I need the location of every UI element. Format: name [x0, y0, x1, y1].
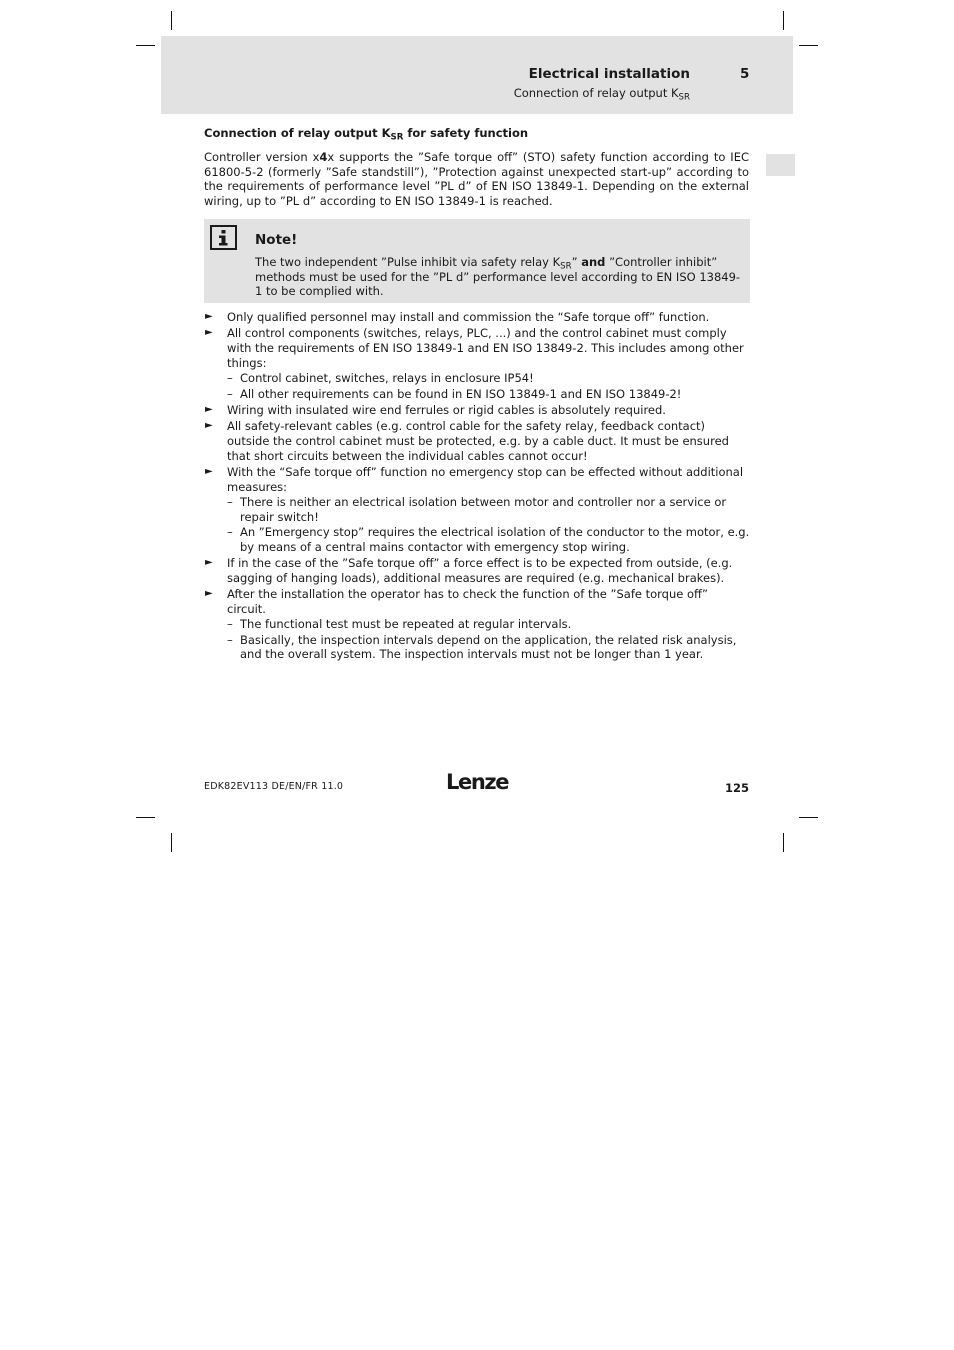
lenze-logo: Lenze — [446, 770, 509, 794]
bullet-arrow-icon: ► — [205, 588, 213, 600]
list-item-text: If in the case of the ”Safe torque off” a force effect is to be expected from outside, (e.g. sagging of hanging loads), additional measures are required (e.g. mechanical brakes). — [227, 556, 733, 585]
page-subtitle: Connection of relay output $K_{SR}$ — [513, 86, 690, 103]
dash-marker: – — [227, 494, 233, 509]
list-item — [204, 419, 750, 463]
list-item — [204, 403, 750, 418]
list-item-text: All control components (switches, relays, PLC, ...) and the control cabinet must comply with the requirements of EN ISO 13849-1 and EN ISO 13849-2. This includes among other things: — [227, 326, 744, 370]
sub-list-item — [227, 387, 750, 402]
sub-list-item-text: There is neither an electrical isolation between motor and controller nor a service or repair switch! — [240, 494, 727, 524]
page-title: Electrical installation — [528, 66, 690, 82]
sub-list — [227, 495, 750, 555]
bullet-arrow-icon: ► — [205, 403, 213, 415]
document-code: EDK82EV113 DE/EN/FR 11.0 — [204, 781, 344, 792]
list-item — [204, 587, 750, 662]
bullet-arrow-icon: ► — [205, 327, 213, 339]
dash-marker: – — [227, 617, 233, 632]
sub-list-item-text: Basically, the inspection intervals depend on the application, the related risk analysis, and the overall system. The inspection intervals must not be longer than 1 year. — [240, 632, 737, 662]
sub-list-item-text: An ”Emergency stop” requires the electrical isolation of the conductor to the motor, e.g. by means of a central mains contactor with emergency stop wiring. — [240, 525, 750, 554]
chapter-tab — [766, 154, 795, 176]
page-number: 125 — [724, 781, 749, 795]
info-icon — [210, 225, 237, 250]
intro-paragraph: Controller version x4x supports the ”Safe torque off” (STO) safety function according to IEC 61800-5-2 (formerly ”Safe standstill”), ”Protection against unexpected start-up” according to the requirements of performance level ”PL d” of EN ISO 13849-1. Depending on the external wiring, up to ”PL d” according to EN ISO 13849-1 is reached. — [204, 150, 749, 208]
list-item-text: Wiring with insulated wire end ferrules or rigid cables is absolutely required. — [227, 402, 666, 417]
note-box — [204, 219, 750, 303]
list-item-text: After the installation the operator has to check the function of the ”Safe torque off” circuit. — [227, 587, 708, 616]
sub-list-item — [227, 525, 750, 555]
note-text: The two independent ”Pulse inhibit via safety relay $K_{SR}$” and ”Controller inhibit” methods must be used for the ”PL d” performance level according to EN ISO 13849-1 to be complied with. — [255, 255, 741, 298]
bullet-arrow-icon: ► — [205, 557, 213, 569]
sub-list-item-text: The functional test must be repeated at regular intervals. — [240, 617, 572, 632]
safety-instructions-list — [204, 310, 750, 664]
crop-mark — [171, 11, 172, 30]
sub-list-item-text: All other requirements can be found in EN ISO 13849-1 and EN ISO 13849-2! — [240, 386, 682, 401]
header-band — [161, 36, 793, 114]
chapter-number: 5 — [740, 66, 750, 82]
crop-mark — [783, 833, 784, 852]
sub-list-item — [227, 617, 750, 632]
sub-list-item-text: Control cabinet, switches, relays in enclosure IP54! — [240, 371, 534, 386]
list-item — [204, 465, 750, 555]
bullet-arrow-icon: ► — [205, 311, 213, 322]
crop-mark — [799, 45, 818, 46]
list-item — [204, 326, 750, 401]
bullet-arrow-icon: ► — [205, 465, 213, 477]
list-item-text: Only qualified personnel may install and commission the “Safe torque off” function. — [227, 310, 710, 324]
dash-marker: – — [227, 371, 233, 386]
sub-list-item — [227, 633, 750, 663]
bullet-arrow-icon: ► — [205, 419, 213, 431]
crop-mark — [783, 11, 784, 30]
list-item — [204, 556, 750, 586]
crop-mark — [799, 817, 818, 818]
list-item-text: All safety-relevant cables (e.g. control cable for the safety relay, feedback contact) outside the control cabinet must be protected, e.g. by a cable duct. It must be ensured that short circuits between the individual cables cannot occur! — [227, 418, 729, 463]
sub-list-item — [227, 371, 750, 386]
crop-mark — [171, 833, 172, 852]
section-heading: Connection of relay output $K_{SR}$ for safety function — [204, 126, 529, 143]
sub-list — [227, 371, 750, 401]
list-item — [204, 310, 750, 325]
crop-mark — [136, 817, 155, 818]
note-title: Note! — [255, 232, 298, 248]
crop-mark — [136, 45, 155, 46]
sub-list-item — [227, 495, 750, 525]
list-item-text: With the “Safe torque off” function no emergency stop can be effected without additional measures: — [227, 464, 744, 494]
dash-marker: – — [227, 632, 233, 647]
dash-marker: – — [227, 386, 233, 401]
sub-list — [227, 617, 750, 662]
dash-marker: – — [227, 525, 233, 540]
